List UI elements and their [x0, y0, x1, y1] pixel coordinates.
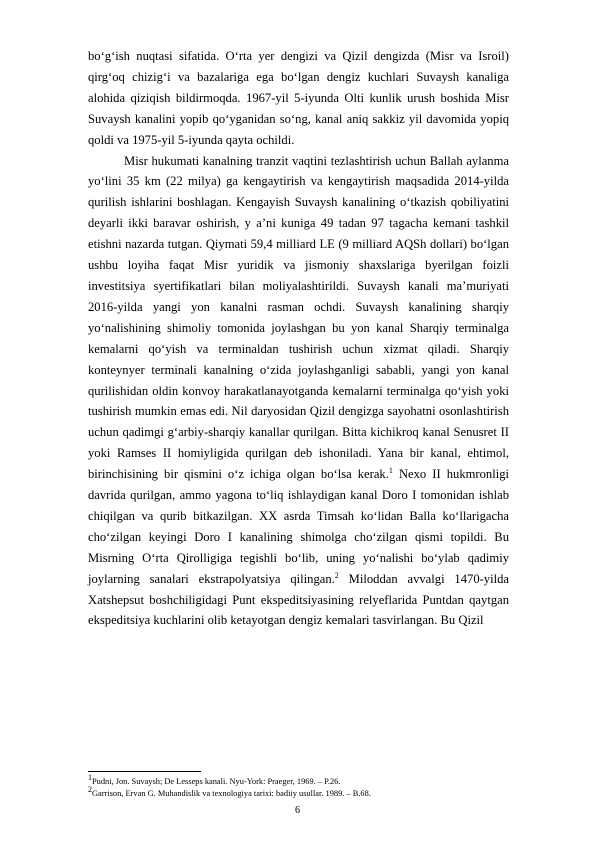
paragraph-2-text-part-3: Miloddan avvalgi 1470-yilda Xatshepsut boshchiligidagi Punt ekspeditsiyasining relyeflarida Puntdan qaytgan ekspeditsiya kuchlarini olib ketayotgan dengiz kemalari tasvirlangan. Bu Qizil — [88, 571, 509, 628]
body-text — [88, 46, 509, 631]
paragraph-1-text: boʻgʻish nuqtasi sifatida. Oʻrta yer dengizi va Qizil dengizda (Misr va Isroil) qirgʻoq chizigʻi va bazalariga ega boʻlgan dengiz kuchlari Suvaysh kanaliga alohida qiziqish bildirmoqda. 1967-yil 5-iyunda Olti kunlik urush boshida Misr Suvaysh kanalini yopib qoʻyganidan soʻng, kanal aniq sakkiz yil davomida yopiq qoldi va 1975-yil 5-iyunda qayta ochildi. — [88, 49, 509, 147]
footnote-1-number: 1 — [88, 773, 92, 783]
footnote-separator — [88, 771, 201, 772]
footnote-2 — [88, 784, 509, 800]
footnote-1 — [88, 773, 509, 788]
paragraph-2-text-part-1: Misr hukumati kanalning tranzit vaqtini tezlashtirish uchun Ballah aylanma yoʻlini 35 km (22 milya) ga kengaytirish va kengaytirish maqsadida 2014-yilda qurilish ishlarini boshlagan. Kengayish Suvaysh kanalining oʻtkazish qobiliyatini deyarli ikki baravar oshirish, y a’ni kuniga 49 tadan 97 tagacha kemani tashkil etishni nazarda tutgan. Qiymati 59,4 milliard LE (9 milliard AQSh dollari) boʻlgan ushbu loyiha faqat Misr yuridik va jismoniy shaxslariga byerilgan foizli investitsiya syertifikatlari bilan moliyalashtirildi. Suvaysh kanali maʼmuriyati 2016-yilda yangi yon kanalni rasman ochdi. Suvaysh kanalining sharqiy yoʻnalishining shimoliy tomonida joylashgan bu yon kanal Sharqiy terminalga kemalarni qoʻyish va terminaldan tushirish uchun xizmat qiladi. Sharqiy konteynyer terminali kanalning oʻzida joylashganligi sababli, yangi yon kanal qurilishidan oldin konvoy harakatlanayotganda kemalarni terminalga qoʻyish yoki tushirish mumkin emas edi. Nil daryosidan Qizil dengizga sayohatni osonlashtirish uchun qadimgi gʻarbiy-sharqiy kanallar qurilgan. Bitta kichikroq kanal Senusret II yoki Ramses II homiyligida qurilgan deb ishoniladi. Yana bir kanal, ehtimol, birinchisining bir qismini oʻz ichiga olgan boʻlsa kerak. — [88, 153, 509, 482]
paragraph-2-text-part-2: Nexo II hukmronligi davrida qurilgan, ammo yagona toʻliq ishlaydigan kanal Doro I tomonidan ishlab chiqilgan va qurib bitkazilgan. XX asrda Timsah koʻlidan Balla koʻllarigacha choʻzilgan keyingi Doro I kanalining shimolga choʻzilgan qismi topildi. Bu Misrning Oʻrta Qirolligiga tegishli boʻlib, uning yoʻnalishi boʻylab qadimiy joylarning sanalari ekstrapolyatsiya qilingan. — [88, 467, 510, 586]
paragraph-1 — [88, 46, 509, 151]
footnote-ref-1[interactable]: 1 — [388, 465, 393, 475]
footnote-2-number: 2 — [88, 784, 92, 794]
footnote-1-text: Pudni, Jon. Suvaysh; De Lesseps kanali. Nyu-York: Praeger, 1969. – P.26. — [92, 777, 341, 786]
paragraph-2 — [88, 151, 509, 632]
footnote-ref-2[interactable]: 2 — [334, 570, 339, 580]
footnotes — [88, 773, 509, 799]
page-number: 6 — [295, 805, 300, 816]
footnote-2-text: Garrison, Ervan G. Muhandislik va texnologiya tarixi: badiiy usullar. 1989. – B.68. — [92, 788, 371, 798]
